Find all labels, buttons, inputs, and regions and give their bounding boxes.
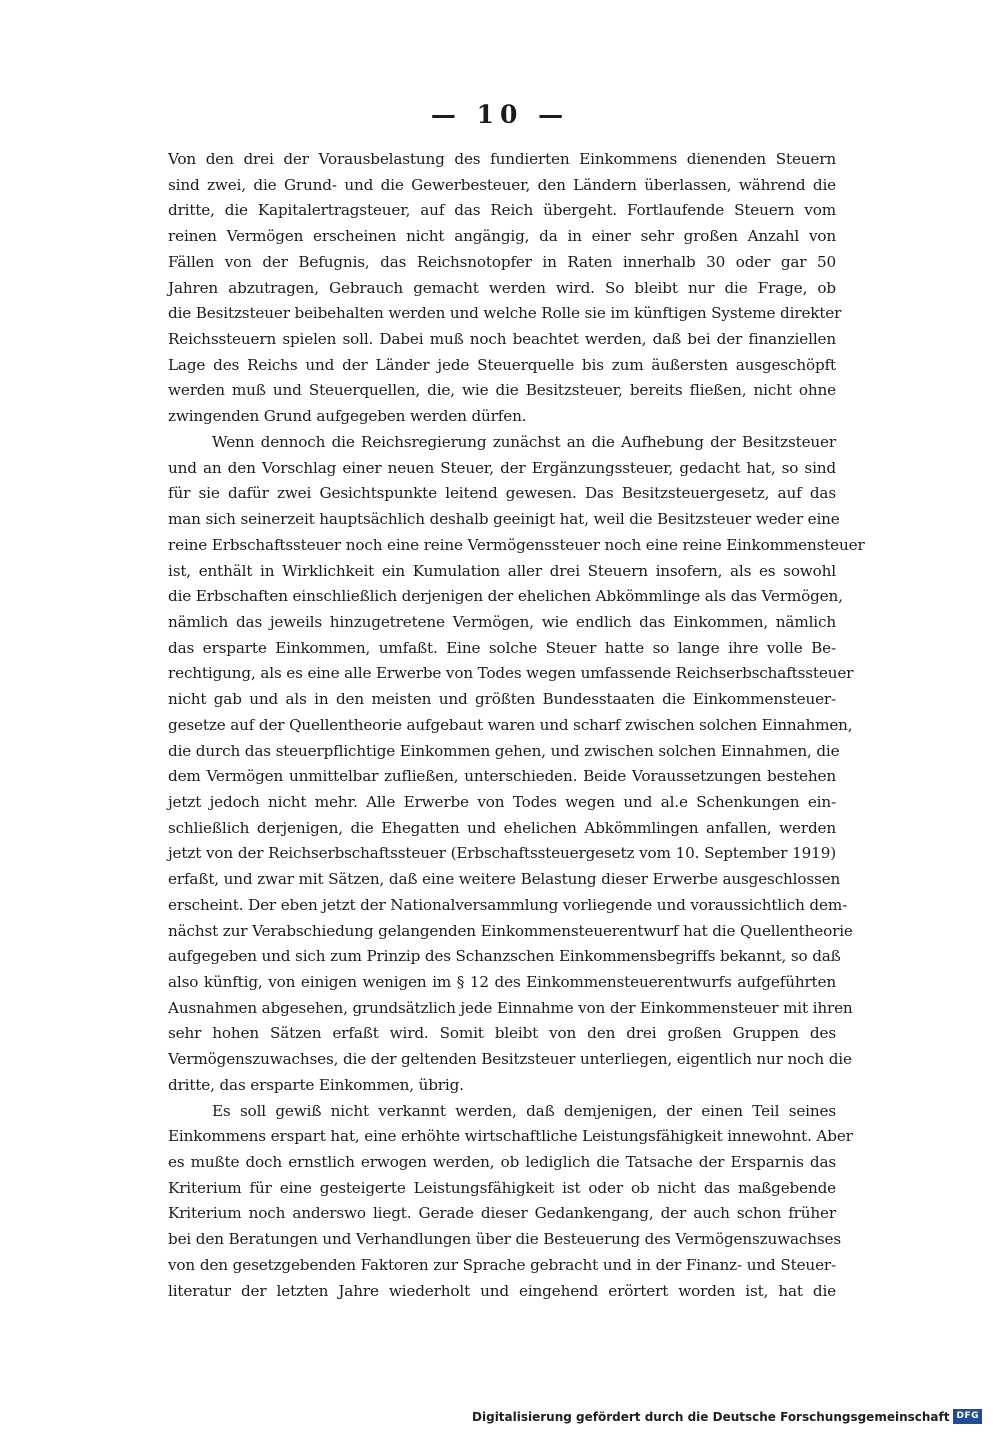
text-line: sehr hohen Sätzen erfaßt wird. Somit bleibt von den drei großen Gruppen des xyxy=(168,1024,836,1043)
text-line: aufgegeben und sich zum Prinzip des Schanzschen Einkommensbegriffs bekannt, so daß xyxy=(168,947,841,966)
text-line: für sie dafür zwei Gesichtspunkte leitend gewesen. Das Besitzsteuergesetz, auf das xyxy=(168,484,836,503)
digitization-footer xyxy=(472,1409,982,1424)
text-line: das ersparte Einkommen, umfaßt. Eine solche Steuer hatte so lange ihre volle Be- xyxy=(168,638,836,657)
page-number: — 10 — xyxy=(430,100,570,129)
text-line: Fällen von der Befugnis, das Reichsnotopfer in Raten innerhalb 30 oder gar 50 xyxy=(168,252,836,271)
text-line: gesetze auf der Quellentheorie aufgebaut waren und scharf zwischen solchen Einnahmen, xyxy=(168,715,853,734)
text-line: nämlich das jeweils hinzugetretene Vermögen, wie endlich das Einkommen, nämlich xyxy=(168,612,836,631)
text-line: jetzt von der Reichserbschaftssteuer (Erbschaftssteuergesetz vom 10. September 1919) xyxy=(168,844,836,863)
text-line: also künftig, von einigen wenigen im § 12 des Einkommensteuerentwurfs aufgeführten xyxy=(168,973,836,991)
footer-credit: Digitalisierung gefördert durch die Deutsche Forschungsgemeinschaft xyxy=(472,1409,950,1424)
text-line: die durch das steuerpflichtige Einkommen gehen, und zwischen solchen Einnahmen, die xyxy=(168,741,840,760)
text-line: Einkommens erspart hat, eine erhöhte wirtschaftliche Leistungsfähigkeit innewohnt. Aber xyxy=(168,1127,853,1146)
text-line: rechtigung, als es eine alle Erwerbe von Todes wegen umfassende Reichserbschaftssteuer xyxy=(168,664,854,683)
text-line: literatur der letzten Jahre wiederholt und eingehend erörtert worden ist, hat die xyxy=(168,1281,836,1300)
body-text xyxy=(168,147,865,1304)
text-line: reinen Vermögen erscheinen nicht angängig, da in einer sehr großen Anzahl von xyxy=(168,227,836,246)
text-line: sind zwei, die Grund- und die Gewerbesteuer, den Ländern überlassen, während die xyxy=(168,175,836,194)
text-line: ist, enthält in Wirklichkeit ein Kumulation aller drei Steuern insofern, als es sowohl xyxy=(168,561,836,580)
text-line: jetzt jedoch nicht mehr. Alle Erwerbe von Todes wegen und al.e Schenkungen ein- xyxy=(168,792,836,811)
text-line: man sich seinerzeit hauptsächlich deshalb geeinigt hat, weil die Besitzsteuer weder eine xyxy=(168,510,840,529)
text-line: Vermögenszuwachses, die der geltenden Besitzsteuer unterliegen, eigentlich nur noch die xyxy=(168,1050,852,1069)
text-line: es mußte doch ernstlich erwogen werden, ob lediglich die Tatsache der Ersparnis das xyxy=(168,1153,836,1172)
text-line: von den gesetzgebenden Faktoren zur Sprache gebracht und in der Finanz- und Steuer- xyxy=(168,1255,836,1274)
text-line: Kriterium noch anderswo liegt. Gerade dieser Gedankengang, der auch schon früher xyxy=(168,1204,836,1223)
text-line: Ausnahmen abgesehen, grundsätzlich jede Einnahme von der Einkommensteuer mit ihren xyxy=(168,998,853,1017)
text-line: erscheint. Der eben jetzt der Nationalversammlung vorliegende und voraussichtlich dem- xyxy=(168,895,848,914)
text-line: Es soll gewiß nicht verkannt werden, daß demjenigen, der einen Teil seines xyxy=(212,1101,836,1120)
dfg-logo: DFG xyxy=(953,1409,982,1424)
text-line: Wenn dennoch die Reichsregierung zunächst an die Aufhebung der Besitzsteuer xyxy=(212,432,836,451)
text-line: Kriterium für eine gesteigerte Leistungsfähigkeit ist oder ob nicht das maßgebende xyxy=(168,1178,836,1197)
text-line: Jahren abzutragen, Gebrauch gemacht werden wird. So bleibt nur die Frage, ob xyxy=(168,278,836,297)
text-line: die Erbschaften einschließlich derjenigen der ehelichen Abkömmlinge als das Vermögen, xyxy=(168,587,843,606)
text-line: erfaßt, und zwar mit Sätzen, daß eine weitere Belastung dieser Erwerbe ausgeschlossen xyxy=(168,870,841,889)
text-line: Von den drei der Vorausbelastung des fundierten Einkommens dienenden Steuern xyxy=(168,150,836,168)
text-line: dritte, das ersparte Einkommen, übrig. xyxy=(168,1075,464,1094)
text-line: nächst zur Verabschiedung gelangenden Einkommensteuerentwurf hat die Quellentheorie xyxy=(168,921,853,940)
text-line: Reichssteuern spielen soll. Dabei muß noch beachtet werden, daß bei der finanziellen xyxy=(168,330,836,349)
text-line: schließlich derjenigen, die Ehegatten und ehelichen Abkömmlingen anfallen, werden xyxy=(168,818,836,837)
text-line: werden muß und Steuerquellen, die, wie die Besitzsteuer, bereits fließen, nicht ohne xyxy=(168,381,836,400)
text-line: dritte, die Kapitalertragsteuer, auf das Reich übergeht. Fortlaufende Steuern vom xyxy=(168,201,836,220)
text-line: die Besitzsteuer beibehalten werden und welche Rolle sie im künftigen Systeme direkter xyxy=(168,304,842,323)
text-line: und an den Vorschlag einer neuen Steuer, der Ergänzungssteuer, gedacht hat, so sind xyxy=(168,458,836,477)
text-line: bei den Beratungen und Verhandlungen über die Besteuerung des Vermögenszuwachses xyxy=(168,1230,842,1249)
text-line: Lage des Reichs und der Länder jede Steuerquelle bis zum äußersten ausgeschöpft xyxy=(168,355,836,374)
text-line: nicht gab und als in den meisten und größten Bundesstaaten die Einkommensteuer- xyxy=(168,690,836,709)
text-line: zwingenden Grund aufgegeben werden dürfen. xyxy=(168,407,527,426)
text-line: reine Erbschaftssteuer noch eine reine Vermögenssteuer noch eine reine Einkommensteuer xyxy=(168,535,865,554)
text-line: dem Vermögen unmittelbar zufließen, unterschieden. Beide Voraussetzungen bestehen xyxy=(168,767,836,786)
